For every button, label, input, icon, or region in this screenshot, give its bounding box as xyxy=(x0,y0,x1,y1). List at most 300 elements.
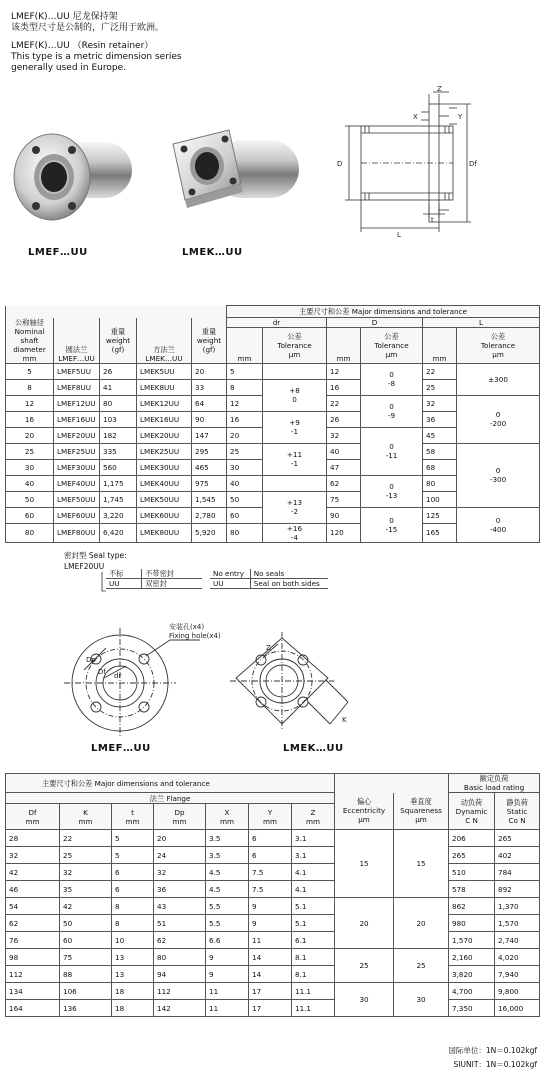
z-cell: 3.1 xyxy=(292,847,335,864)
k-cell: 106 xyxy=(60,983,112,1000)
seal-none-en-code: No entry xyxy=(210,569,250,579)
seal-none-desc: 不带密封 xyxy=(142,569,202,579)
df-cell: 134 xyxy=(6,983,60,1000)
dr-tolerance-cell xyxy=(263,363,327,379)
round-flange-label: LMEF…UU xyxy=(28,247,88,258)
d-tol-en: Tolerance xyxy=(374,340,409,350)
table-row xyxy=(6,898,540,915)
df-cell: 46 xyxy=(6,881,60,898)
weight1-header-unit: (gf) xyxy=(111,344,125,354)
d-cell: 26 xyxy=(327,411,361,427)
col-header-y xyxy=(249,804,292,830)
drawing-label-d: D xyxy=(337,160,343,168)
d-cell: 40 xyxy=(327,443,361,459)
k-cell: 60 xyxy=(60,932,112,949)
l-cell: 25 xyxy=(423,379,457,395)
round-weight-cell: 103 xyxy=(100,411,137,427)
intro-cn-title: LMEF(K)…UU 尼龙保持架 xyxy=(11,12,118,22)
dr-tol-unit: μm xyxy=(288,349,301,359)
weight1-header-en: weight xyxy=(105,335,131,345)
shaft-cell: 5 xyxy=(6,363,54,379)
x-cell: 9 xyxy=(206,966,249,983)
dr-cell: 80 xyxy=(227,523,263,542)
shaft-cell: 12 xyxy=(6,395,54,411)
col-header-unit: mm xyxy=(219,816,234,826)
l-cell: 58 xyxy=(423,443,457,459)
l-cell: 125 xyxy=(423,507,457,523)
round-header-en: LMEF…UU xyxy=(58,353,95,363)
static-load-cell: 7,940 xyxy=(495,966,540,983)
dr-cell: 5 xyxy=(227,363,263,379)
df-cell: 42 xyxy=(6,864,60,881)
ecc-header-unit: μm xyxy=(358,815,370,825)
y-cell: 6 xyxy=(249,847,292,864)
round-model-cell: LMEF20UU xyxy=(54,427,100,443)
t-cell: 8 xyxy=(112,915,154,932)
d-header: D xyxy=(327,318,423,328)
x-cell: 6.6 xyxy=(206,932,249,949)
seal-table-en xyxy=(210,569,328,589)
drawing-label-z: Z xyxy=(437,86,442,93)
table-row xyxy=(6,983,540,1000)
d-tolerance-cell: 0 -9 xyxy=(361,395,423,427)
x-cell: 11 xyxy=(206,983,249,1000)
t-cell: 18 xyxy=(112,983,154,1000)
dyn-header-unit: C N xyxy=(465,815,478,825)
square-weight-cell: 64 xyxy=(192,395,227,411)
t2-group-cn: 主要尺寸和公差 xyxy=(42,778,93,788)
round-model-cell: LMEF8UU xyxy=(54,379,100,395)
square-model-cell: LMEK25UU xyxy=(137,443,192,459)
sq-header-en: Squareness xyxy=(400,806,442,816)
round-weight-cell: 1,745 xyxy=(100,491,137,507)
d-tolerance-cell: 0 -15 xyxy=(361,507,423,542)
dynamic-load-cell: 578 xyxy=(449,881,495,898)
dr-cell: 50 xyxy=(227,491,263,507)
col-header-unit: mm xyxy=(172,816,187,826)
d-cell: 47 xyxy=(327,459,361,475)
df-cell: 76 xyxy=(6,932,60,949)
df-cell: 32 xyxy=(6,847,60,864)
flange-load-table xyxy=(5,773,540,1017)
eccentricity-cell: 30 xyxy=(335,983,394,1017)
dr-cell: 25 xyxy=(227,443,263,459)
d-cell: 32 xyxy=(327,427,361,443)
intro-en-desc-2: generally used in Europe. xyxy=(11,63,126,73)
l-cell: 68 xyxy=(423,459,457,475)
eccentricity-cell: 20 xyxy=(335,898,394,949)
squareness-cell: 15 xyxy=(394,830,449,898)
dr-mm-header: mm xyxy=(227,328,263,364)
dp-cell: 62 xyxy=(154,932,206,949)
col-header-unit: mm xyxy=(25,816,40,826)
square-header-cn: 方法兰 xyxy=(153,344,175,354)
dp-cell: 43 xyxy=(154,898,206,915)
y-cell: 17 xyxy=(249,983,292,1000)
drawing-label-df: Df xyxy=(469,160,477,168)
shaft-cell: 40 xyxy=(6,475,54,491)
table-row xyxy=(6,864,540,881)
square-weight-cell: 1,545 xyxy=(192,491,227,507)
square-weight-cell: 20 xyxy=(192,363,227,379)
dp-cell: 36 xyxy=(154,881,206,898)
t-cell: 6 xyxy=(112,864,154,881)
squareness-cell: 30 xyxy=(394,983,449,1017)
round-model-cell: LMEF16UU xyxy=(54,411,100,427)
l-tolerance-cell: ±300 xyxy=(457,363,540,395)
static-load-cell: 1,570 xyxy=(495,915,540,932)
shaft-cell: 8 xyxy=(6,379,54,395)
y-cell: 14 xyxy=(249,966,292,983)
square-model-cell: LMEK30UU xyxy=(137,459,192,475)
intro-en-desc-1: This type is a metric dimension series xyxy=(11,52,182,62)
y-cell: 7.5 xyxy=(249,881,292,898)
dr-cell: 40 xyxy=(227,475,263,491)
drawing-label-t: t xyxy=(431,216,434,224)
round-weight-cell: 41 xyxy=(100,379,137,395)
dp-cell: 20 xyxy=(154,830,206,847)
dimension-table xyxy=(5,305,540,543)
l-cell: 165 xyxy=(423,523,457,542)
col-header-label: Z xyxy=(310,807,316,817)
round-flange-bearing-image xyxy=(8,122,138,232)
col-header-df xyxy=(6,804,60,830)
col-header-z xyxy=(292,804,335,830)
dynamic-load-cell: 1,570 xyxy=(449,932,495,949)
square-model-cell: LMEK40UU xyxy=(137,475,192,491)
dp-cell: 94 xyxy=(154,966,206,983)
k-cell: 136 xyxy=(60,1000,112,1017)
df-cell: 54 xyxy=(6,898,60,915)
table-row xyxy=(6,1000,540,1017)
static-load-cell: 784 xyxy=(495,864,540,881)
weight2-header-en: weight xyxy=(196,335,222,345)
static-load-cell: 402 xyxy=(495,847,540,864)
drawing-label-y: Y xyxy=(458,113,463,121)
z-cell: 5.1 xyxy=(292,915,335,932)
seal-code-pointer xyxy=(64,571,108,595)
df-cell: 98 xyxy=(6,949,60,966)
dr-tol-en: Tolerance xyxy=(277,340,312,350)
seal-table-cn xyxy=(106,569,202,589)
d-tol-unit: μm xyxy=(385,349,398,359)
flange-header-en: Flange xyxy=(166,793,191,803)
l-cell: 32 xyxy=(423,395,457,411)
eccentricity-cell: 15 xyxy=(335,830,394,898)
x-cell: 11 xyxy=(206,1000,249,1017)
df-cell: 164 xyxy=(6,1000,60,1017)
load-header-en: Basic load rating xyxy=(463,783,525,792)
shaft-header-en2: shaft xyxy=(20,335,39,345)
fixing-hole-en: Fixing hole(x4) xyxy=(169,632,221,640)
static-load-cell: 4,020 xyxy=(495,949,540,966)
dp-cell: 24 xyxy=(154,847,206,864)
dr-cell: 8 xyxy=(227,379,263,395)
square-model-cell: LMEK5UU xyxy=(137,363,192,379)
d-cell: 90 xyxy=(327,507,361,523)
z-cell: 11.1 xyxy=(292,983,335,1000)
x-cell: 3.5 xyxy=(206,830,249,847)
static-load-cell: 892 xyxy=(495,881,540,898)
static-load-cell: 2,740 xyxy=(495,932,540,949)
l-tolerance-cell: 0 -200 xyxy=(457,395,540,443)
sq-header-unit: μm xyxy=(415,815,427,825)
dr-tolerance-cell: +16 -4 xyxy=(263,523,327,542)
d-cell: 75 xyxy=(327,491,361,507)
l-header: L xyxy=(423,318,540,328)
squareness-cell: 20 xyxy=(394,898,449,949)
dr-tolerance-cell xyxy=(263,475,327,491)
dp-cell: 112 xyxy=(154,983,206,1000)
seal-type-title: 密封型 Seal type: xyxy=(64,551,127,560)
drawing-label-x: X xyxy=(413,113,418,121)
k-cell: 35 xyxy=(60,881,112,898)
col-header-unit: mm xyxy=(125,816,140,826)
shaft-cell: 30 xyxy=(6,459,54,475)
k-cell: 22 xyxy=(60,830,112,847)
intro-en-title: LMEF(K)…UU （Resin retainer） xyxy=(11,41,154,51)
x-cell: 4.5 xyxy=(206,881,249,898)
square-weight-cell: 295 xyxy=(192,443,227,459)
seal-uu-en-desc: Seal on both sides xyxy=(250,579,328,589)
d-cell: 120 xyxy=(327,523,361,542)
y-cell: 14 xyxy=(249,949,292,966)
dynamic-load-cell: 980 xyxy=(449,915,495,932)
seal-none-code: 不标 xyxy=(106,569,142,579)
k-cell: 50 xyxy=(60,915,112,932)
sta-header-unit: Co N xyxy=(508,815,526,825)
col-header-label: X xyxy=(224,807,230,817)
square-model-cell: LMEK80UU xyxy=(137,523,192,542)
square-model-cell: LMEK16UU xyxy=(137,411,192,427)
d-tolerance-cell: 0 -13 xyxy=(361,475,423,507)
ecc-header-en: Eccentricity xyxy=(342,806,386,816)
l-cell: 100 xyxy=(423,491,457,507)
flange-drawing xyxy=(60,618,390,758)
round-model-cell: LMEF30UU xyxy=(54,459,100,475)
l-tol-unit: μm xyxy=(492,349,504,359)
sta-header-en: Static xyxy=(506,806,528,816)
x-cell: 3.5 xyxy=(206,847,249,864)
table-row xyxy=(6,847,540,864)
square-weight-cell: 147 xyxy=(192,427,227,443)
square-weight-cell: 2,780 xyxy=(192,507,227,523)
d-tol-cn: 公差 xyxy=(384,331,399,341)
col-header-label: t xyxy=(131,807,134,817)
t-cell: 5 xyxy=(112,847,154,864)
dynamic-load-cell: 206 xyxy=(449,830,495,847)
dr-tolerance-cell: +11 -1 xyxy=(263,443,327,475)
load-header-cn: 额定负荷 xyxy=(479,774,509,783)
flange-header-cn: 法兰 xyxy=(149,793,165,803)
dynamic-load-cell: 2,160 xyxy=(449,949,495,966)
shaft-cell: 50 xyxy=(6,491,54,507)
table-row xyxy=(6,881,540,898)
k-cell: 75 xyxy=(60,949,112,966)
k-cell: 42 xyxy=(60,898,112,915)
d-cell: 62 xyxy=(327,475,361,491)
square-model-cell: LMEK50UU xyxy=(137,491,192,507)
label-dp: Dp xyxy=(86,656,96,664)
round-weight-cell: 1,175 xyxy=(100,475,137,491)
l-tolerance-cell: 0 -400 xyxy=(457,507,540,542)
square-weight-cell: 975 xyxy=(192,475,227,491)
shaft-header-en1: Nominal xyxy=(14,326,45,336)
y-cell: 6 xyxy=(249,830,292,847)
round-weight-cell: 80 xyxy=(100,395,137,411)
dynamic-load-cell: 265 xyxy=(449,847,495,864)
dr-tolerance-cell: +8 0 xyxy=(263,379,327,411)
dyn-header-en: Dynamic xyxy=(455,806,488,816)
d-cell: 22 xyxy=(327,395,361,411)
round-model-cell: LMEF25UU xyxy=(54,443,100,459)
table-row xyxy=(6,915,540,932)
l-cell: 36 xyxy=(423,411,457,427)
seal-uu-code: UU xyxy=(106,579,142,589)
d-tolerance-cell: 0 -8 xyxy=(361,363,423,395)
square-header-en: LMEK…UU xyxy=(145,353,183,363)
group-header-en: Major dimensions and tolerance xyxy=(351,307,467,316)
dp-cell: 80 xyxy=(154,949,206,966)
z-cell: 4.1 xyxy=(292,881,335,898)
d-tolerance-cell: 0 -11 xyxy=(361,427,423,475)
seal-uu-en-code: UU xyxy=(210,579,250,589)
z-cell: 5.1 xyxy=(292,898,335,915)
round-weight-cell: 26 xyxy=(100,363,137,379)
z-cell: 8.1 xyxy=(292,949,335,966)
col-header-label: K xyxy=(83,807,88,817)
col-header-label: Dp xyxy=(174,807,185,817)
t2-group-en: Major dimensions and tolerance xyxy=(94,778,210,788)
group-header-cn: 主要尺寸和公差 xyxy=(299,307,350,316)
df-cell: 112 xyxy=(6,966,60,983)
dr-cell: 30 xyxy=(227,459,263,475)
dr-header: dr xyxy=(227,318,327,328)
dynamic-load-cell: 3,820 xyxy=(449,966,495,983)
table-row xyxy=(6,443,540,459)
fixing-hole-cn: 安装孔(x4) xyxy=(169,623,205,631)
dp-cell: 142 xyxy=(154,1000,206,1017)
l-cell: 80 xyxy=(423,475,457,491)
square-model-cell: LMEK12UU xyxy=(137,395,192,411)
col-header-unit: mm xyxy=(306,816,321,826)
label-z: Z xyxy=(266,644,271,652)
col-header-unit: mm xyxy=(78,816,93,826)
x-cell: 4.5 xyxy=(206,864,249,881)
square-model-cell: LMEK8UU xyxy=(137,379,192,395)
k-cell: 25 xyxy=(60,847,112,864)
t-cell: 6 xyxy=(112,881,154,898)
d-cell: 12 xyxy=(327,363,361,379)
square-flange-label: LMEK…UU xyxy=(182,247,243,258)
z-cell: 3.1 xyxy=(292,830,335,847)
table-row xyxy=(6,363,540,379)
label-df: Df xyxy=(98,668,106,676)
dynamic-load-cell: 7,350 xyxy=(449,1000,495,1017)
intro-text xyxy=(11,12,311,74)
x-cell: 9 xyxy=(206,949,249,966)
round-model-cell: LMEF40UU xyxy=(54,475,100,491)
eccentricity-cell: 25 xyxy=(335,949,394,983)
round-model-cell: LMEF80UU xyxy=(54,523,100,542)
x-cell: 5.5 xyxy=(206,898,249,915)
dr-cell: 16 xyxy=(227,411,263,427)
ecc-header-cn: 偏心 xyxy=(356,797,372,807)
d-cell: 16 xyxy=(327,379,361,395)
static-load-cell: 265 xyxy=(495,830,540,847)
weight1-header-cn: 重量 xyxy=(110,326,126,336)
label-dr: dr xyxy=(114,672,122,680)
shaft-header-cn: 公称轴径 xyxy=(15,317,44,327)
shaft-header-en3: diameter xyxy=(13,344,46,354)
round-weight-cell: 335 xyxy=(100,443,137,459)
col-header-label: Df xyxy=(28,807,37,817)
square-flange-drawing-label: LMEK…UU xyxy=(283,743,344,754)
weight2-header-unit: (gf) xyxy=(202,344,216,354)
col-header-dp xyxy=(154,804,206,830)
seal-none-en-desc: No seals xyxy=(250,569,328,579)
static-load-cell: 1,370 xyxy=(495,898,540,915)
dyn-header-cn: 动负荷 xyxy=(460,797,483,807)
col-header-x xyxy=(206,804,249,830)
df-cell: 62 xyxy=(6,915,60,932)
dr-cell: 60 xyxy=(227,507,263,523)
square-weight-cell: 33 xyxy=(192,379,227,395)
dynamic-load-cell: 510 xyxy=(449,864,495,881)
l-tol-en: Tolerance xyxy=(480,340,516,350)
z-cell: 6.1 xyxy=(292,932,335,949)
z-cell: 8.1 xyxy=(292,966,335,983)
round-model-cell: LMEF60UU xyxy=(54,507,100,523)
l-tolerance-cell: 0 -300 xyxy=(457,443,540,507)
squareness-cell: 25 xyxy=(394,949,449,983)
seal-uu-desc: 双密封 xyxy=(142,579,202,589)
t-cell: 10 xyxy=(112,932,154,949)
table-row xyxy=(6,932,540,949)
footnote-en: SIUNIT：1N＝0.102kgf xyxy=(453,1060,537,1069)
round-model-cell: LMEF5UU xyxy=(54,363,100,379)
y-cell: 17 xyxy=(249,1000,292,1017)
d-mm-header: mm xyxy=(327,328,361,364)
l-tol-cn: 公差 xyxy=(490,331,506,341)
col-header-label: Y xyxy=(267,807,273,817)
table-row xyxy=(6,949,540,966)
intro-cn-desc: 该类型尺寸是公制的，广泛用于欧洲。 xyxy=(11,23,165,33)
seal-type-code: LMEF20UU xyxy=(64,562,105,571)
y-cell: 9 xyxy=(249,915,292,932)
dp-cell: 32 xyxy=(154,864,206,881)
shaft-cell: 80 xyxy=(6,523,54,542)
t-cell: 8 xyxy=(112,898,154,915)
square-model-cell: LMEK20UU xyxy=(137,427,192,443)
z-cell: 4.1 xyxy=(292,864,335,881)
dynamic-load-cell: 862 xyxy=(449,898,495,915)
y-cell: 7.5 xyxy=(249,864,292,881)
l-cell: 45 xyxy=(423,427,457,443)
t-cell: 13 xyxy=(112,949,154,966)
static-load-cell: 16,000 xyxy=(495,1000,540,1017)
shaft-cell: 25 xyxy=(6,443,54,459)
footnote-cn: 国际单位：1N＝0.102kgf xyxy=(448,1046,537,1055)
dr-cell: 12 xyxy=(227,395,263,411)
t-cell: 18 xyxy=(112,1000,154,1017)
dr-tolerance-cell: +13 -2 xyxy=(263,491,327,523)
y-cell: 11 xyxy=(249,932,292,949)
dp-cell: 51 xyxy=(154,915,206,932)
df-cell: 28 xyxy=(6,830,60,847)
sq-header-cn: 垂直度 xyxy=(410,797,432,807)
round-model-cell: LMEF50UU xyxy=(54,491,100,507)
